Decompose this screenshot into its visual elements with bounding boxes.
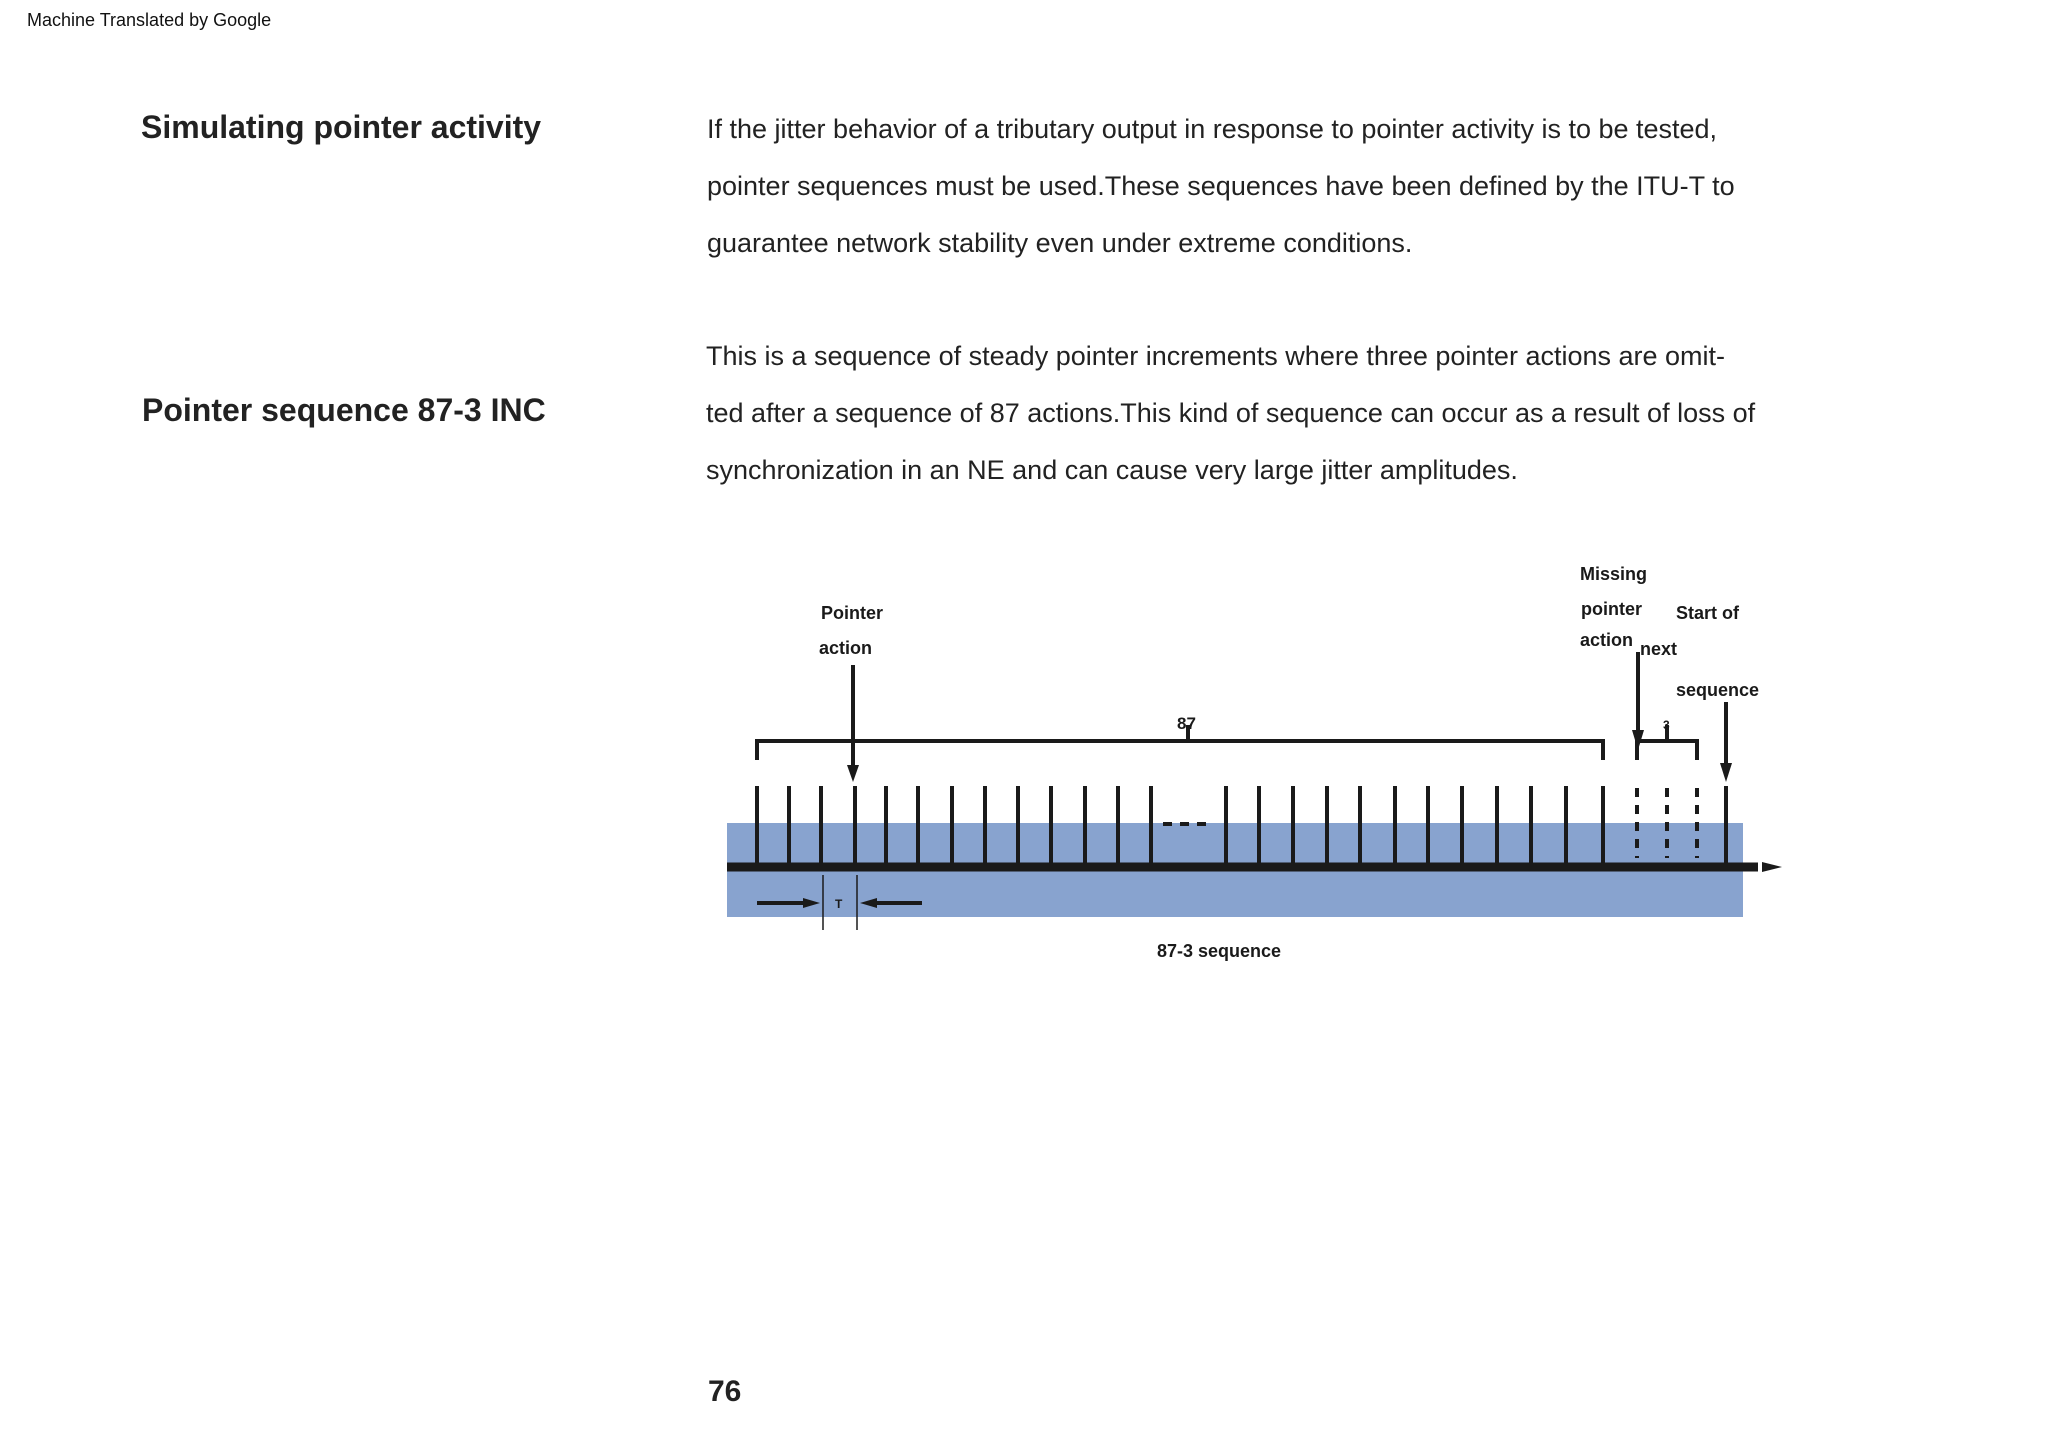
paragraph-line: This is a sequence of steady pointer increments where three pointer actions are omit- xyxy=(706,341,1726,371)
missing-label-line3: action xyxy=(1580,630,1634,650)
bracket-87 xyxy=(757,741,1603,760)
paragraph-line: ted after a sequence of 87 actions.This kind of sequence can occur as a result of loss of xyxy=(706,398,1756,428)
paragraph-line: synchronization in an NE and can cause very large jitter amplitudes. xyxy=(706,455,1518,485)
paragraph-line: guarantee network stability even under extreme conditions. xyxy=(707,228,1413,258)
next-sequence-arrowhead xyxy=(1720,763,1732,782)
count-87-label: 87 xyxy=(1177,714,1196,733)
start-next-label-line1: Start of xyxy=(1676,603,1739,623)
count-3-label: 3 xyxy=(1663,718,1670,732)
start-next-label-line3: sequence xyxy=(1676,680,1760,700)
missing-label-line1: Missing xyxy=(1580,564,1648,584)
paragraph-line: If the jitter behavior of a tributary output in response to pointer activity is to be tested, xyxy=(707,114,1718,144)
machine-translation-banner: Machine Translated by Google xyxy=(27,10,272,30)
page-number: 76 xyxy=(708,1375,742,1408)
time-axis-arrowhead xyxy=(1762,862,1782,872)
bracket-3 xyxy=(1637,741,1697,760)
period-t-label: T xyxy=(835,897,843,911)
pointer-action-label-line2: action xyxy=(819,638,873,658)
section-heading-87-3: Pointer sequence 87-3 INC xyxy=(142,392,546,428)
start-next-label-line2: next xyxy=(1640,639,1678,659)
pointer-action-label-line1: Pointer xyxy=(821,603,884,623)
missing-label-line2: pointer xyxy=(1581,599,1642,619)
paragraph-line: pointer sequences must be used.These sequences have been defined by the ITU-T to xyxy=(707,171,1735,201)
section-heading-simulating: Simulating pointer activity xyxy=(141,109,542,145)
pointer-action-arrowhead xyxy=(847,765,859,782)
diagram-caption: 87-3 sequence xyxy=(1157,941,1282,961)
